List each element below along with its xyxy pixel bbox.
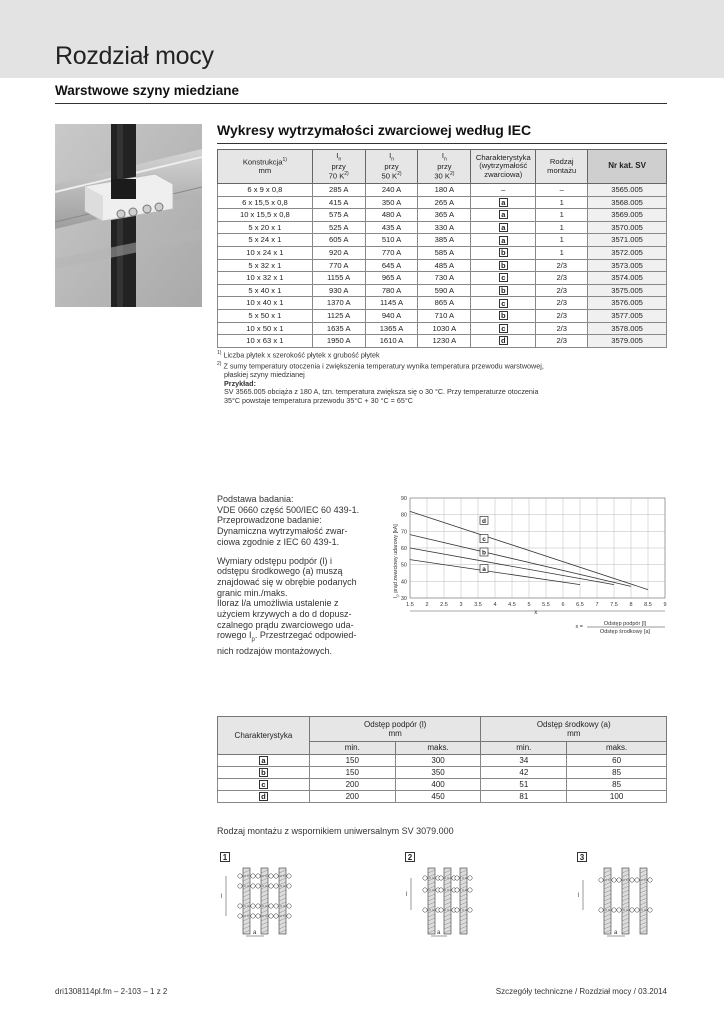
- y-tick-label: 30: [400, 596, 407, 602]
- table-cell: 1365 A: [365, 322, 418, 335]
- table-cell: 10 x 63 x 1: [218, 335, 313, 348]
- table-row: [218, 791, 667, 803]
- x-tick-label: 8: [629, 602, 633, 608]
- distance-table: [217, 716, 667, 803]
- table-row: [218, 272, 667, 285]
- table-cell: [471, 322, 536, 335]
- table-cell: 525 A: [312, 221, 365, 234]
- table-cell: 1: [536, 246, 588, 259]
- y-axis-label: $I_p$ prąd zwarciowy udarowy [kA]: [393, 524, 400, 598]
- table-cell: [471, 284, 536, 297]
- table-cell: 940 A: [365, 309, 418, 322]
- table-cell: 1230 A: [418, 335, 471, 348]
- table-cell: 180 A: [418, 184, 471, 197]
- bolt-icon: [630, 908, 634, 912]
- table-cell: 385 A: [418, 234, 471, 247]
- bolt-icon: [635, 908, 639, 912]
- column-header-in-30k: $I_n$ przy 30 $K^{2)}$: [418, 150, 471, 184]
- bolt-icon: [251, 904, 255, 908]
- bolt-icon: [251, 914, 255, 918]
- table-cell: 2/3: [536, 284, 588, 297]
- table-cell: 3570.005: [588, 221, 667, 234]
- column-header-in-70k: $I_n$ przy 70 $K^{2)}$: [312, 150, 365, 184]
- characteristic-badge: b: [259, 768, 268, 777]
- characteristic-badge: c: [499, 299, 508, 308]
- table-cell: 5 x 24 x 1: [218, 234, 313, 247]
- table-cell: 3565.005: [588, 184, 667, 197]
- mounting-caption: Rodzaj montażu z wspornikiem uniwersalnym SV 3079.000: [217, 826, 454, 836]
- table-cell: 330 A: [418, 221, 471, 234]
- table-cell: 1155 A: [312, 272, 365, 285]
- bolt-icon: [269, 874, 273, 878]
- table-row: [218, 259, 667, 272]
- table-cell: 365 A: [418, 209, 471, 222]
- table-row: [218, 767, 667, 779]
- table-cell: 965 A: [365, 272, 418, 285]
- mounting-diagram-1: [220, 852, 320, 942]
- table-cell: 285 A: [312, 184, 365, 197]
- footnotes: [217, 349, 667, 405]
- support-post: [243, 868, 250, 934]
- characteristic-badge: c: [499, 273, 508, 282]
- test-basis-text: [217, 494, 367, 665]
- table-cell: 930 A: [312, 284, 365, 297]
- table-cell: 5 x 32 x 1: [218, 259, 313, 272]
- footnote-1: $^{1)}$ Liczba płytek x szerokość płytek x grubość płytek: [217, 350, 380, 360]
- rating-table: [217, 149, 667, 348]
- characteristic-badge: b: [499, 261, 508, 270]
- table-cell: 1125 A: [312, 309, 365, 322]
- formula-denominator: Odstęp środkowy [a]: [599, 629, 651, 635]
- mounting-type-number: 2: [405, 852, 415, 862]
- column-header-max: maks.: [395, 742, 481, 755]
- table-row: [218, 221, 667, 234]
- bolt-icon: [274, 884, 278, 888]
- dimension-a-label: a: [437, 930, 441, 936]
- table-cell: 920 A: [312, 246, 365, 259]
- formula-numerator: Odstęp podpór [l]: [603, 621, 647, 627]
- table-cell: 3576.005: [588, 297, 667, 310]
- bolt-icon: [238, 874, 242, 878]
- x-tick-label: 6: [561, 602, 565, 608]
- table-cell: [471, 234, 536, 247]
- bolt-icon: [423, 888, 427, 892]
- bolt-icon: [274, 914, 278, 918]
- dimension-l-label: l: [221, 894, 223, 900]
- table-cell: [218, 767, 310, 779]
- table-cell: 590 A: [418, 284, 471, 297]
- characteristic-badge: b: [499, 286, 508, 295]
- column-header-nrkat: Nr kat. SV: [588, 150, 667, 184]
- characteristic-badge: a: [499, 198, 508, 207]
- footer-section-ref: Szczegóły techniczne / Rozdział mocy / 03.2014: [495, 987, 667, 996]
- bolt-icon: [274, 874, 278, 878]
- example-line-1: SV 3565.005 obciąża z 180 A, tzn. temperatura zwiększa się o 30 °C. Przy temperaturze otoczenia: [224, 387, 539, 397]
- table-cell: 3573.005: [588, 259, 667, 272]
- bolt-icon: [251, 884, 255, 888]
- table-cell: 150: [309, 755, 395, 767]
- table-cell: 1030 A: [418, 322, 471, 335]
- table-cell: [218, 779, 310, 791]
- bolt-icon: [423, 876, 427, 880]
- table-cell: 300: [395, 755, 481, 767]
- basis-paragraph-2: Wymiary odstępu podpór (l) i odstępu środkowego (a) muszą znajdować się w obrębie podanych granic min./maks. Iloraz l/a umożliwia ustalenie z użyciem krzywych a do d dopusz- czalnego prądu zwarciowego uda- rowego $I_p$. Przestrzegać odpowied- nich rodzajów montażowych.: [217, 555, 357, 656]
- table-cell: 3571.005: [588, 234, 667, 247]
- table-row: [218, 322, 667, 335]
- bolt-icon: [251, 874, 255, 878]
- table-cell: 60: [567, 755, 667, 767]
- table-cell: 1610 A: [365, 335, 418, 348]
- page-title: Rozdział mocy: [55, 42, 214, 70]
- table-cell: 1635 A: [312, 322, 365, 335]
- dimension-a-label: a: [614, 930, 618, 936]
- x-tick-label: 7.5: [610, 602, 618, 608]
- table-cell: [471, 209, 536, 222]
- column-header-min: min.: [309, 742, 395, 755]
- bolt-icon: [630, 878, 634, 882]
- x-tick-label: 3: [459, 602, 463, 608]
- column-header-srodkowy: Odstęp środkowy (a) mm: [481, 717, 667, 742]
- table-cell: 1145 A: [365, 297, 418, 310]
- table-cell: 240 A: [365, 184, 418, 197]
- table-cell: 6 x 15,5 x 0,8: [218, 196, 313, 209]
- mounting-type-number: 1: [220, 852, 230, 862]
- characteristic-badge: c: [259, 780, 268, 789]
- series-label-d: d: [482, 517, 486, 525]
- table-cell: 480 A: [365, 209, 418, 222]
- table-cell: 510 A: [365, 234, 418, 247]
- y-tick-label: 80: [400, 512, 407, 519]
- bolt-icon: [423, 908, 427, 912]
- characteristic-badge: a: [499, 210, 508, 219]
- table-cell: 435 A: [365, 221, 418, 234]
- bolt-icon: [256, 874, 260, 878]
- characteristic-badge: a: [259, 756, 268, 765]
- table-header-row: [218, 150, 667, 184]
- series-line-c: [410, 535, 631, 587]
- table-cell: 100: [567, 791, 667, 803]
- bolt-icon: [256, 914, 260, 918]
- table-cell: [471, 221, 536, 234]
- column-header-min: min.: [481, 742, 567, 755]
- table-cell: 10 x 32 x 1: [218, 272, 313, 285]
- table-cell: 350 A: [365, 196, 418, 209]
- bolt-icon: [599, 878, 603, 882]
- table-cell: 770 A: [365, 246, 418, 259]
- table-header-row: [218, 717, 667, 742]
- mounting-diagram-3: [577, 852, 677, 942]
- bolt-icon: [617, 908, 621, 912]
- table-cell: 85: [567, 767, 667, 779]
- formula-prefix: x =: [575, 624, 583, 630]
- series-label-b: b: [482, 549, 486, 557]
- bolt-icon: [612, 908, 616, 912]
- table-row: [218, 297, 667, 310]
- table-cell: 575 A: [312, 209, 365, 222]
- table-row: [218, 196, 667, 209]
- table-cell: 730 A: [418, 272, 471, 285]
- bolt-icon: [238, 914, 242, 918]
- dimension-a-label: a: [253, 930, 257, 936]
- bolt-icon: [635, 878, 639, 882]
- bolt-icon: [287, 874, 291, 878]
- x-tick-label: 1.5: [406, 602, 414, 608]
- table-cell: 3579.005: [588, 335, 667, 348]
- table-cell: [471, 297, 536, 310]
- support-post: [604, 868, 611, 934]
- bolt-icon: [269, 904, 273, 908]
- page-subtitle: Warstwowe szyny miedziane: [55, 83, 240, 98]
- table-cell: 400: [395, 779, 481, 791]
- bolt-icon: [287, 884, 291, 888]
- bolt-icon: [599, 908, 603, 912]
- table-cell: 350: [395, 767, 481, 779]
- bolt-icon: [269, 914, 273, 918]
- short-circuit-chart: [370, 490, 670, 650]
- series-label-a: a: [482, 566, 486, 574]
- table-cell: 780 A: [365, 284, 418, 297]
- table-cell: 5 x 40 x 1: [218, 284, 313, 297]
- column-header-rodzaj: Rodzaj montażu: [536, 150, 588, 184]
- table-cell: [218, 791, 310, 803]
- column-header-charakterystyka: Charakterystyka (wytrzymałość zwarciowa): [471, 150, 536, 184]
- x-tick-label: 5: [527, 602, 531, 608]
- bolt-icon: [455, 876, 459, 880]
- table-cell: [471, 335, 536, 348]
- table-cell: 3569.005: [588, 209, 667, 222]
- table-cell: –: [536, 184, 588, 197]
- footnote-2-cont: płaskiej szyny miedzianej: [224, 369, 305, 379]
- x-tick-label: 7: [595, 602, 599, 608]
- table-cell: 1950 A: [312, 335, 365, 348]
- table-cell: 3577.005: [588, 309, 667, 322]
- bolt-icon: [612, 878, 616, 882]
- bolt-icon: [468, 908, 472, 912]
- table-cell: 3575.005: [588, 284, 667, 297]
- x-tick-label: 5.5: [542, 602, 550, 608]
- mounting-diagram-2: [405, 852, 505, 942]
- dimension-l-label: l: [578, 893, 580, 899]
- table-cell: [471, 196, 536, 209]
- footer-file-ref: dri1308114pl.fm – 2-103 – 1 z 2: [55, 987, 168, 996]
- divider: [55, 103, 667, 104]
- table-row: [218, 335, 667, 348]
- characteristic-badge: d: [259, 792, 268, 801]
- mounting-type-number: 3: [577, 852, 587, 862]
- bolt-icon: [455, 888, 459, 892]
- table-cell: 1: [536, 221, 588, 234]
- bolt-icon: [274, 904, 278, 908]
- y-tick-label: 70: [400, 529, 407, 536]
- characteristic-badge: b: [499, 248, 508, 257]
- table-cell: 1370 A: [312, 297, 365, 310]
- column-header-max: maks.: [567, 742, 667, 755]
- bolt-icon: [256, 884, 260, 888]
- characteristic-badge: d: [499, 336, 508, 345]
- x-tick-label: 2: [425, 602, 429, 608]
- table-cell: 585 A: [418, 246, 471, 259]
- table-cell: 3568.005: [588, 196, 667, 209]
- table-row: [218, 779, 667, 791]
- y-tick-label: 40: [400, 579, 407, 586]
- table-cell: 81: [481, 791, 567, 803]
- table-row: [218, 184, 667, 197]
- bolt-icon: [256, 904, 260, 908]
- table-cell: 10 x 50 x 1: [218, 322, 313, 335]
- table-cell: 85: [567, 779, 667, 791]
- table-row: [218, 309, 667, 322]
- y-tick-label: 90: [400, 496, 407, 502]
- table-row: [218, 284, 667, 297]
- bolt-icon: [439, 888, 443, 892]
- table-cell: 2/3: [536, 272, 588, 285]
- table-cell: [471, 246, 536, 259]
- dimension-l-label: l: [406, 892, 408, 898]
- table-cell: 3574.005: [588, 272, 667, 285]
- table-cell: 605 A: [312, 234, 365, 247]
- table-row: [218, 234, 667, 247]
- series-label-c: c: [482, 536, 486, 544]
- support-post: [640, 868, 647, 934]
- table-cell: 485 A: [418, 259, 471, 272]
- table-cell: 865 A: [418, 297, 471, 310]
- table-cell: [471, 259, 536, 272]
- basis-paragraph-1: Podstawa badania: VDE 0660 część 500/IEC 60 439-1. Przeprowadzone badanie: Dynamiczna wytrzymałość zwar- ciowa zgodnie z IEC 60 439-1.: [217, 494, 360, 547]
- column-header-in-50k: $I_n$ przy 50 $K^{2)}$: [365, 150, 418, 184]
- table-cell: 450: [395, 791, 481, 803]
- characteristic-badge: c: [499, 324, 508, 333]
- bolt-icon: [617, 878, 621, 882]
- table-cell: 265 A: [418, 196, 471, 209]
- characteristic-badge: b: [499, 311, 508, 320]
- y-tick-label: 60: [400, 546, 407, 552]
- x-tick-label: 4.5: [508, 602, 516, 608]
- bolt-icon: [648, 908, 652, 912]
- divider: [217, 143, 667, 144]
- y-tick-label: 50: [400, 562, 407, 569]
- column-header-charakterystyka: Charakterystyka: [218, 717, 310, 755]
- table-cell: 2/3: [536, 297, 588, 310]
- table-cell: 2/3: [536, 309, 588, 322]
- table-cell: 5 x 20 x 1: [218, 221, 313, 234]
- table-cell: 6 x 9 x 0,8: [218, 184, 313, 197]
- table-row: [218, 246, 667, 259]
- table-cell: 1: [536, 196, 588, 209]
- x-axis-label: x: [534, 610, 538, 616]
- x-tick-label: 9: [663, 602, 667, 608]
- table-cell: 200: [309, 779, 395, 791]
- table-cell: 645 A: [365, 259, 418, 272]
- table-cell: 10 x 40 x 1: [218, 297, 313, 310]
- characteristic-badge: a: [499, 223, 508, 232]
- bolt-icon: [468, 876, 472, 880]
- table-cell: 150: [309, 767, 395, 779]
- table-cell: 1: [536, 234, 588, 247]
- table-cell: 415 A: [312, 196, 365, 209]
- bolt-icon: [238, 904, 242, 908]
- column-header-konstrukcja: Konstrukcja$^{1)}$ mm: [218, 150, 313, 184]
- support-post: [279, 868, 286, 934]
- x-tick-label: 8.5: [644, 602, 652, 608]
- table-cell: 42: [481, 767, 567, 779]
- table-cell: 34: [481, 755, 567, 767]
- table-cell: [471, 309, 536, 322]
- bolt-icon: [468, 888, 472, 892]
- table-cell: [218, 755, 310, 767]
- table-cell: 3578.005: [588, 322, 667, 335]
- bolt-icon: [287, 904, 291, 908]
- x-tick-label: 6.5: [576, 602, 584, 608]
- footnote-2: $^{2)}$ Z sumy temperatury otoczenia i zwiększenia temperatury wynika temperatura przewodu warstwowej,: [217, 360, 544, 371]
- table-cell: 10 x 24 x 1: [218, 246, 313, 259]
- table-cell: 1: [536, 209, 588, 222]
- table-cell: –: [471, 184, 536, 197]
- table-row: [218, 755, 667, 767]
- bolt-icon: [455, 908, 459, 912]
- table-cell: 770 A: [312, 259, 365, 272]
- table-cell: 51: [481, 779, 567, 791]
- example-label: Przykład:: [224, 378, 256, 388]
- table-cell: [471, 272, 536, 285]
- table-cell: 2/3: [536, 322, 588, 335]
- bolt-icon: [287, 914, 291, 918]
- support-post: [261, 868, 268, 934]
- example-line-2: 35°C powstaje temperatura przewodu 35°C + 30 °C = 65°C: [224, 395, 413, 405]
- bolt-icon: [238, 884, 242, 888]
- x-tick-label: 4: [493, 602, 497, 608]
- table-row: [218, 209, 667, 222]
- support-post: [622, 868, 629, 934]
- product-photo: [55, 124, 202, 307]
- bolt-icon: [648, 878, 652, 882]
- table-cell: 10 x 15,5 x 0,8: [218, 209, 313, 222]
- table-cell: 2/3: [536, 335, 588, 348]
- x-tick-label: 2.5: [440, 602, 448, 608]
- section-title: Wykresy wytrzymałości zwarciowej według IEC: [217, 122, 532, 138]
- x-tick-label: 3.5: [474, 602, 482, 608]
- table-cell: 710 A: [418, 309, 471, 322]
- table-cell: 3572.005: [588, 246, 667, 259]
- table-cell: 5 x 50 x 1: [218, 309, 313, 322]
- bolt-icon: [439, 908, 443, 912]
- table-cell: 200: [309, 791, 395, 803]
- characteristic-badge: a: [499, 236, 508, 245]
- table-cell: 2/3: [536, 259, 588, 272]
- column-header-podpor: Odstęp podpór (l) mm: [309, 717, 481, 742]
- bolt-icon: [439, 876, 443, 880]
- bolt-icon: [269, 884, 273, 888]
